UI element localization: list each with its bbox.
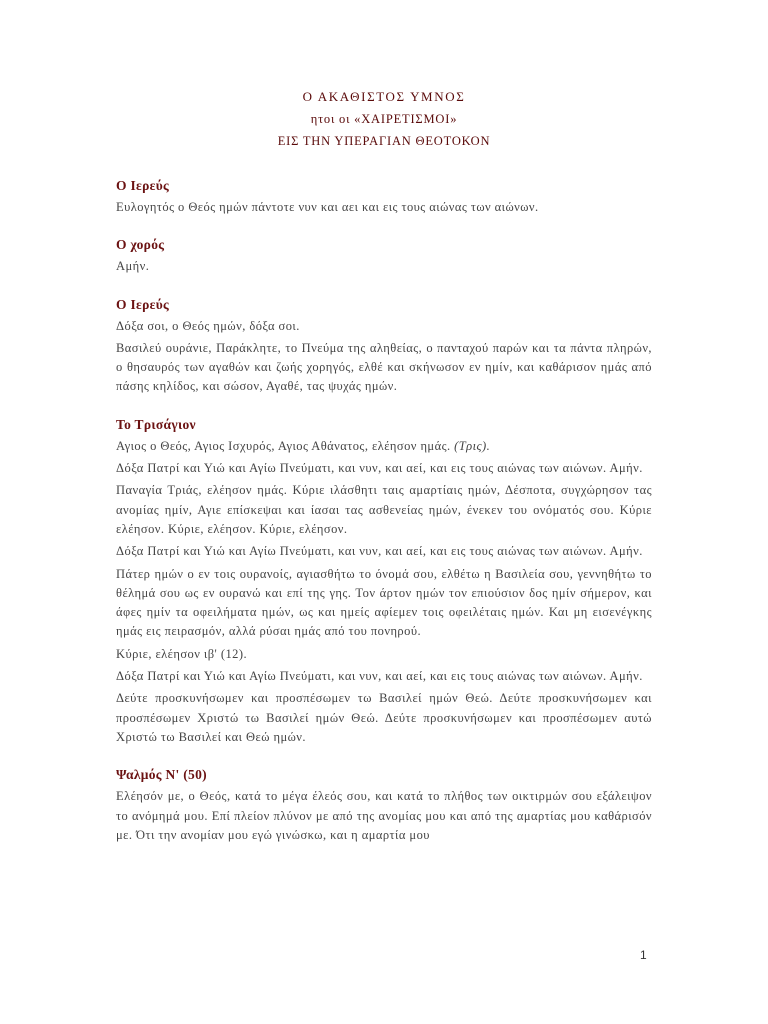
document-dedication: ΕΙΣ ΤΗΝ ΥΠΕΡΑΓΙΑΝ ΘΕΟΤΟΚΟΝ <box>277 134 491 148</box>
paragraph: Πάτερ ημών ο εν τοις ουρανοίς, αγιασθήτω το όνομά σου, ελθέτω η Βασιλεία σου, γεννηθήτω το θέλημά σου ως εν ουρανώ και επί της γης. Τον άρτον ημών τον επιούσιον δος ημίν σήμερον, και άφες ημίν τα οφειλήματα ημών, ως και ημείς αφίεμεν τοις οφειλέταις ημών. Και μη εισενέγκης ημάς εις πειρασμόν, αλλά ρύσαι ημάς από του πονηρού. <box>116 566 652 639</box>
repeat-note: (Τρις). <box>454 438 491 453</box>
paragraph: Ευλογητός ο Θεός ημών πάντοτε νυν και αει και εις τους αιώνας των αιώνων. <box>116 200 539 214</box>
paragraph <box>116 437 652 456</box>
page-number: 1 <box>640 948 647 962</box>
paragraph: Αμήν. <box>116 259 150 274</box>
section-heading-choir: Ο χορός <box>116 237 165 253</box>
section-heading-trisagion: Το Τρισάγιον <box>116 416 196 432</box>
section-heading-priest: Ο Ιερεύς <box>116 296 169 312</box>
title-block <box>0 86 768 152</box>
section-heading-psalm: Ψαλμός Ν' (50) <box>116 767 207 783</box>
paragraph: Δόξα σοι, ο Θεός ημών, δόξα σοι. <box>116 318 300 333</box>
paragraph: Ελέησόν με, ο Θεός, κατά το μέγα έλεός σου, και κατά το πλήθος των οικτιρμών σου εξάλειψον το ανόμημά μου. Επί πλείον πλύνον με από της ανομίας μου και από της αμαρτίας μου καθάρισόν με. Ότι την ανομίαν μου εγώ γινώσκω, και η αμαρτία μου <box>116 789 652 842</box>
paragraph: Κύριε, ελέησον ιβ' (12). <box>116 646 248 661</box>
paragraph: Βασιλεύ ουράνιε, Παράκλητε, το Πνεύμα της αληθείας, ο πανταχού παρών και τα πάντα πληρών, ο θησαυρός των αγαθών και ζωής χορηγός, ελθέ και σκήνωσον εν ημίν, και καθάρισον ημάς από πάσης κηλίδος, και σώσον, Αγαθέ, τας ψυχάς ημών. <box>116 340 652 394</box>
document-body <box>116 176 652 848</box>
paragraph: Δεύτε προσκυνήσωμεν και προσπέσωμεν τω Βασιλεί ημών Θεώ. Δεύτε προσκυνήσωμεν και προσπέσωμεν Χριστώ τω Βασιλεί ημών Θεώ. Δεύτε προσκυνήσωμεν και προσπέσωμεν αυτώ Χριστώ τω Βασιλεί και Θεώ ημών. <box>116 691 652 744</box>
document-title: Ο ΑΚΑΘΙΣΤΟΣ ΥΜΝΟΣ <box>302 89 466 104</box>
section-heading-priest: Ο Ιερεύς <box>116 178 169 193</box>
document-subtitle: ητοι οι «ΧΑΙΡΕΤΙΣΜΟΙ» <box>310 112 458 126</box>
paragraph: Παναγία Τριάς, ελέησον ημάς. Κύριε ιλάσθητι ταις αμαρτίαις ημών, Δέσποτα, συγχώρησον τας ανομίας ημίν, Αγιε επίσκεψαι και ίασαι τας ασθενείας ημών, ένεκεν του ονόματός σου. Κύριε ελέησον. Κύριε, ελέησον. Κύριε, ελέησον. <box>116 483 652 536</box>
paragraph: Δόξα Πατρί και Υιώ και Αγίω Πνεύματι, και νυν, και αεί, και εις τους αιώνας των αιώνων. Αμήν. <box>116 461 643 476</box>
paragraph: Δόξα Πατρί και Υιώ και Αγίω Πνεύματι, και νυν, και αεί, και εις τους αιώνας των αιώνων. Αμήν. <box>116 544 643 559</box>
paragraph: Δόξα Πατρί και Υιώ και Αγίω Πνεύματι, και νυν, και αεί, και εις τους αιώνας των αιώνων. Αμήν. <box>116 669 643 684</box>
paragraph-text: Αγιος ο Θεός, Αγιος Ισχυρός, Αγιος Αθάνατος, ελέησον ημάς. <box>116 438 451 453</box>
